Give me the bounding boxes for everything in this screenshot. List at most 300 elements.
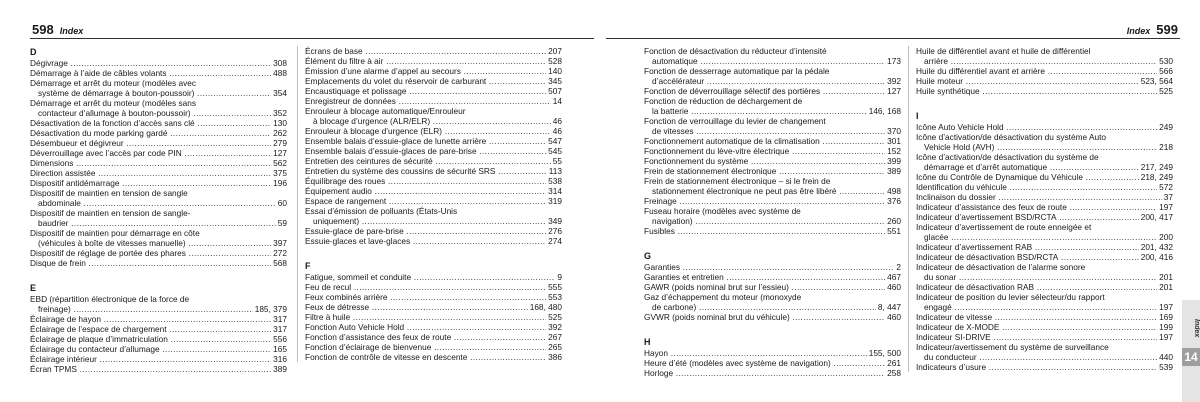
- index-entry-page: 488: [273, 68, 287, 78]
- index-entry-text: Huile de différentiel avant et huile de différentiel: [916, 46, 1091, 56]
- index-entry-page: 301: [887, 136, 901, 146]
- index-entry-text: Fuseau horaire (modèles avec système de: [644, 206, 801, 216]
- index-entry[interactable]: [30, 208, 287, 218]
- index-entry[interactable]: [644, 272, 901, 282]
- index-entry[interactable]: [916, 142, 1173, 152]
- index-entry-page: 249: [1159, 122, 1173, 132]
- index-entry[interactable]: [644, 226, 901, 236]
- index-entry-page: 265: [548, 342, 562, 352]
- index-entry[interactable]: [916, 312, 1173, 322]
- index-entry[interactable]: [305, 106, 562, 116]
- index-entry-page: 370: [887, 126, 901, 136]
- index-entry[interactable]: [30, 158, 287, 168]
- index-entry-text: Icône Auto Vehicle Hold .....: [916, 122, 1173, 132]
- index-entry-page: 46: [552, 116, 562, 126]
- index-entry[interactable]: [30, 228, 287, 238]
- index-entry[interactable]: [30, 314, 287, 324]
- index-entry[interactable]: [30, 324, 287, 334]
- index-entry[interactable]: [644, 348, 901, 358]
- left-page: [0, 0, 598, 402]
- index-entry-text: Icône d’activation/de désactivation du système de: [916, 152, 1099, 162]
- index-entry-text: Identification du véhicule .....: [916, 182, 1173, 192]
- index-entry-page: 467: [887, 272, 901, 282]
- index-entry[interactable]: [644, 106, 901, 116]
- index-entry[interactable]: [916, 152, 1173, 162]
- index-entry-text: Essai d’émission de polluants (États-Unis: [305, 206, 458, 216]
- index-entry-text: stationnement électronique ne peut pas être libéré .....: [644, 186, 901, 196]
- index-entry-text: Hayon .....: [644, 348, 901, 358]
- index-entry-text: Écrans de base .....: [305, 46, 562, 56]
- index-entry-text: abdominale .....: [30, 198, 287, 208]
- index-entry-page: 168, 480: [529, 302, 562, 312]
- index-entry-text: Fonction de contrôle de vitesse en descente .....: [305, 352, 562, 362]
- index-entry[interactable]: [644, 156, 901, 166]
- index-entry[interactable]: [30, 238, 287, 248]
- index-entry[interactable]: [916, 86, 1173, 96]
- index-entry-text: Fonction de verrouillage du levier de changement: [644, 116, 826, 126]
- index-entry-page: 218: [1159, 142, 1173, 152]
- index-entry[interactable]: [305, 272, 562, 282]
- index-entry[interactable]: [30, 168, 287, 178]
- index-entry[interactable]: [644, 76, 901, 86]
- index-entry-text: arrière .....: [916, 56, 1173, 66]
- index-entry-page: 197: [1159, 202, 1173, 212]
- index-entry-page: 551: [887, 226, 901, 236]
- index-entry[interactable]: [30, 68, 287, 78]
- index-entry-text: Feux combinés arrière .....: [305, 292, 562, 302]
- index-entry[interactable]: [916, 162, 1173, 172]
- index-entry[interactable]: [644, 206, 901, 216]
- index-entry-page: 127: [887, 86, 901, 96]
- index-entry[interactable]: [305, 126, 562, 136]
- index-entry-page: 572: [1159, 182, 1173, 192]
- index-entry-text: Désembueur et dégivreur .....: [30, 138, 287, 148]
- index-entry-text: Enregistreur de données .....: [305, 96, 562, 106]
- index-entry[interactable]: [305, 302, 562, 312]
- index-entry[interactable]: [30, 148, 287, 158]
- index-entry[interactable]: [916, 262, 1173, 272]
- index-entry[interactable]: [305, 312, 562, 322]
- index-entry-text: Éclairage intérieur .....: [30, 354, 287, 364]
- index-entry-page: 200, 417: [1140, 212, 1173, 222]
- index-entry[interactable]: [644, 196, 901, 206]
- index-entry-text: Indicateur d’assistance des feux de route .....: [916, 202, 1173, 212]
- index-entry-page: 566: [1159, 66, 1173, 76]
- index-entry-page: 274: [548, 236, 562, 246]
- index-entry[interactable]: [644, 282, 901, 292]
- index-entry-text: Essuie-glaces et lave-glaces .....: [305, 236, 562, 246]
- index-entry[interactable]: [30, 118, 287, 128]
- index-entry-text: Éclairage de plaque d’immatriculation .....: [30, 334, 287, 344]
- index-entry-text: Horloge .....: [644, 368, 901, 378]
- index-entry[interactable]: [30, 188, 287, 198]
- index-entry-text: Indicateur de désactivation RAB .....: [916, 282, 1173, 292]
- index-entry-text: démarrage et d’arrêt automatique .....: [916, 162, 1173, 172]
- index-entry-page: 354: [273, 88, 287, 98]
- index-entry[interactable]: [644, 116, 901, 126]
- index-entry[interactable]: [644, 292, 901, 302]
- index-entry-text: Fonctionnement du système .....: [644, 156, 901, 166]
- index-entry-text: Indicateurs d’usure .....: [916, 362, 1173, 372]
- section-tab[interactable]: [1182, 300, 1200, 402]
- index-entry-text: Éclairage du contacteur d’allumage .....: [30, 344, 287, 354]
- index-entry[interactable]: [305, 46, 562, 56]
- index-entry-text: Désactivation de la fonction d’accès sans clé .....: [30, 118, 287, 128]
- index-entry-page: 555: [548, 282, 562, 292]
- index-entry-text: Fonction d’éclairage de bienvenue .....: [305, 342, 562, 352]
- index-entry[interactable]: [916, 212, 1173, 222]
- index-entry[interactable]: [916, 222, 1173, 232]
- index-entry-page: 276: [548, 226, 562, 236]
- index-entry[interactable]: [305, 76, 562, 86]
- index-entry[interactable]: [305, 352, 562, 362]
- index-entry[interactable]: [30, 108, 287, 118]
- index-entry[interactable]: [305, 332, 562, 342]
- index-entry[interactable]: [305, 342, 562, 352]
- index-entry-text: Fonctionnement du lève-vitre électrique .....: [644, 146, 901, 156]
- index-entry[interactable]: [305, 96, 562, 106]
- index-entry-text: Enrouleur à blocage automatique/Enrouleur: [305, 106, 466, 116]
- index-entry-page: 314: [548, 186, 562, 196]
- section-tab-number: 14: [1182, 348, 1200, 366]
- index-entry-text: Indicateur de X-MODE .....: [916, 322, 1173, 332]
- index-entry-text: Direction assistée .....: [30, 168, 287, 178]
- index-entry[interactable]: [916, 202, 1173, 212]
- index-entry[interactable]: [30, 128, 287, 138]
- index-entry[interactable]: [916, 122, 1173, 132]
- section-letter: I: [916, 111, 919, 121]
- index-entry-text: Éclairage de l’espace de chargement .....: [30, 324, 287, 334]
- index-entry[interactable]: [916, 342, 1173, 352]
- index-entry-text: Garanties et entretien .....: [644, 272, 901, 282]
- index-entry-page: 272: [273, 248, 287, 258]
- right-page-header: [1127, 22, 1178, 38]
- index-entry[interactable]: [916, 192, 1173, 202]
- index-entry[interactable]: [644, 166, 901, 176]
- index-entry-text: la batterie .....: [644, 106, 901, 116]
- index-entry[interactable]: [30, 78, 287, 88]
- index-entry-page: 556: [273, 334, 287, 344]
- index-entry-page: 199: [1159, 322, 1173, 332]
- index-entry-page: 173: [887, 56, 901, 66]
- index-entry[interactable]: [916, 182, 1173, 192]
- index-entry[interactable]: [30, 344, 287, 354]
- index-entry[interactable]: [30, 334, 287, 344]
- index-entry-text: Huile moteur .....: [916, 76, 1173, 86]
- index-entry-page: 389: [273, 364, 287, 374]
- index-entry[interactable]: [916, 282, 1173, 292]
- index-entry-text: EBD (répartition électronique de la force de: [30, 294, 190, 304]
- index-entry-page: 201: [1159, 282, 1173, 292]
- right-page: [602, 0, 1200, 402]
- index-entry-text: Enrouleur à blocage d’urgence (ELR) .....: [305, 126, 562, 136]
- index-entry[interactable]: [30, 218, 287, 228]
- index-entry[interactable]: [305, 86, 562, 96]
- index-entry-text: baudrier .....: [30, 218, 287, 228]
- index-entry-text: du conducteur .....: [916, 352, 1173, 362]
- index-entry-page: 319: [548, 196, 562, 206]
- index-entry-text: Espace de rangement .....: [305, 196, 562, 206]
- index-entry-text: Dispositif de maintien pour démarrage en côte: [30, 228, 200, 238]
- index-entry-text: Démarrage et arrêt du moteur (modèles avec: [30, 78, 197, 88]
- index-entry-page: 279: [273, 138, 287, 148]
- index-entry-text: Équilibrage des roues .....: [305, 176, 562, 186]
- index-entry-page: 14: [552, 96, 562, 106]
- index-entry[interactable]: [644, 46, 901, 56]
- index-entry[interactable]: [916, 132, 1173, 142]
- index-entry[interactable]: [305, 166, 562, 176]
- index-entry-page: 545: [548, 146, 562, 156]
- index-entry-page: 267: [548, 332, 562, 342]
- section-gap: [916, 96, 1173, 110]
- index-entry-text: Disque de frein .....: [30, 258, 287, 268]
- index-entry-text: Emplacements du volet du réservoir de carburant .....: [305, 76, 562, 86]
- index-entry[interactable]: [30, 178, 287, 188]
- index-entry[interactable]: [305, 322, 562, 332]
- index-entry-text: Équipement audio .....: [305, 186, 562, 196]
- index-entry-page: 201: [1159, 272, 1173, 282]
- index-entry[interactable]: [916, 332, 1173, 342]
- index-entry-text: Fatigue, sommeil et conduite .....: [305, 272, 562, 282]
- index-entry[interactable]: [305, 116, 562, 126]
- index-entry-text: Émission d’une alarme d’appel au secours .....: [305, 66, 562, 76]
- index-entry-text: Feu de recul .....: [305, 282, 562, 292]
- index-entry[interactable]: [644, 176, 901, 186]
- index-entry[interactable]: [30, 304, 287, 314]
- index-entry[interactable]: [916, 172, 1173, 182]
- index-entry-text: Frein de stationnement électronique – si le frein de: [644, 176, 831, 186]
- index-entry-text: Dispositif antidémarrage .....: [30, 178, 287, 188]
- index-entry-page: 8, 447: [877, 302, 901, 312]
- index-entry[interactable]: [305, 146, 562, 156]
- index-entry-text: à blocage d’urgence (ALR/ELR) .....: [305, 116, 562, 126]
- index-entry[interactable]: [305, 292, 562, 302]
- section-gap: [305, 246, 562, 260]
- index-entry-page: 507: [548, 86, 562, 96]
- index-entry[interactable]: [30, 88, 287, 98]
- index-entry-page: 345: [548, 76, 562, 86]
- index-entry[interactable]: [30, 354, 287, 364]
- index-entry[interactable]: [30, 138, 287, 148]
- index-entry-page: 525: [1159, 86, 1173, 96]
- index-entry-text: navigation) .....: [644, 216, 901, 226]
- index-entry[interactable]: [916, 56, 1173, 66]
- index-entry-text: Ensemble balais d’essuie-glaces de pare-brise .....: [305, 146, 562, 156]
- index-entry-page: 113: [548, 166, 562, 176]
- index-entry-page: 386: [548, 352, 562, 362]
- index-entry-page: 218, 249: [1140, 172, 1173, 182]
- index-entry[interactable]: [305, 196, 562, 206]
- index-entry-text: Fonction de desserrage automatique par la pédale: [644, 66, 830, 76]
- index-entry-text: Fusibles .....: [644, 226, 901, 236]
- index-entry[interactable]: [305, 156, 562, 166]
- index-column: [644, 46, 901, 378]
- index-entry-text: d’accélérateur .....: [644, 76, 901, 86]
- index-entry-page: 392: [548, 322, 562, 332]
- index-entry-page: 55: [552, 156, 562, 166]
- index-entry-page: 201, 432: [1140, 242, 1173, 252]
- index-entry[interactable]: [30, 58, 287, 68]
- index-entry-page: 155, 500: [868, 348, 901, 358]
- index-entry[interactable]: [644, 86, 901, 96]
- index-entry[interactable]: [916, 322, 1173, 332]
- index-entry-text: Ensemble balais d’essuie-glace de lunette arrière .....: [305, 136, 562, 146]
- index-entry-page: 525: [548, 312, 562, 322]
- section-gap: [644, 322, 901, 336]
- index-entry-page: 197: [1159, 332, 1173, 342]
- index-entry-text: du sonar .....: [916, 272, 1173, 282]
- index-entry-text: Indicateur de position du levier sélecteur/du rapport: [916, 292, 1105, 302]
- index-entry-text: Élément du filtre à air .....: [305, 56, 562, 66]
- index-entry-text: automatique .....: [644, 56, 901, 66]
- index-entry-text: Démarrage et arrêt du moteur (modèles sans: [30, 98, 197, 108]
- index-entry[interactable]: [305, 136, 562, 146]
- index-entry-page: 146, 168: [868, 106, 901, 116]
- index-entry-page: 547: [548, 136, 562, 146]
- index-entry-page: 258: [887, 368, 901, 378]
- index-entry[interactable]: [305, 236, 562, 246]
- index-entry-page: 60: [277, 198, 287, 208]
- index-entry-page: 59: [277, 218, 287, 228]
- index-entry[interactable]: [916, 242, 1173, 252]
- index-entry[interactable]: [644, 368, 901, 378]
- index-entry[interactable]: [916, 232, 1173, 242]
- index-entry-text: Dispositif de maintien en tension de sangle-: [30, 208, 191, 218]
- section-letter: H: [644, 337, 651, 347]
- index-entry-text: Huile du différentiel avant et arrière .....: [916, 66, 1173, 76]
- index-entry-text: Icône d’activation/de désactivation du système Auto: [916, 132, 1107, 142]
- index-entry[interactable]: [305, 282, 562, 292]
- index-entry[interactable]: [916, 46, 1173, 56]
- index-entry-text: Indicateur d’avertissement BSD/RCTA .....: [916, 212, 1173, 222]
- index-entry-page: 460: [887, 312, 901, 322]
- index-entry[interactable]: [916, 66, 1173, 76]
- index-entry-page: 389: [887, 166, 901, 176]
- index-entry-page: 375: [273, 168, 287, 178]
- index-entry-text: Indicateur/avertissement du système de surveillance: [916, 342, 1109, 352]
- index-entry-page: 140: [548, 66, 562, 76]
- index-entry-text: Fonction de désactivation du réducteur d’intensité: [644, 46, 827, 56]
- index-entry-text: de vitesses .....: [644, 126, 901, 136]
- index-entry[interactable]: [305, 226, 562, 236]
- index-entry-text: Déverrouillage avec l’accès par code PIN .....: [30, 148, 287, 158]
- index-entry[interactable]: [916, 292, 1173, 302]
- index-entry[interactable]: [30, 364, 287, 374]
- index-entry-page: 392: [887, 76, 901, 86]
- index-entry[interactable]: [30, 258, 287, 268]
- index-entry[interactable]: [644, 262, 901, 272]
- index-entry[interactable]: [305, 66, 562, 76]
- index-entry[interactable]: [916, 302, 1173, 312]
- index-entry[interactable]: [916, 362, 1173, 372]
- index-entry-text: de carbone) .....: [644, 302, 901, 312]
- index-entry-text: Freinage .....: [644, 196, 901, 206]
- section-gap: [30, 268, 287, 282]
- left-page-header: [32, 22, 83, 38]
- index-entry[interactable]: [644, 146, 901, 156]
- index-entry-page: 523, 564: [1140, 76, 1173, 86]
- index-entry-text: Essuie-glace de pare-brise .....: [305, 226, 562, 236]
- index-entry-text: Encaustiquage et polissage .....: [305, 86, 562, 96]
- index-entry-text: engagé .....: [916, 302, 1173, 312]
- index-entry-page: 308: [273, 58, 287, 68]
- index-entry-text: Filtre à huile .....: [305, 312, 562, 322]
- index-entry-page: 200, 416: [1140, 252, 1173, 262]
- index-entry-page: 46: [552, 126, 562, 136]
- index-entry-text: contacteur d’allumage à bouton-poussoir) .....: [30, 108, 287, 118]
- index-entry-page: 127: [273, 148, 287, 158]
- index-entry[interactable]: [30, 294, 287, 304]
- index-entry[interactable]: [644, 56, 901, 66]
- right-page-title: Index: [1126, 26, 1151, 36]
- index-entry-page: 152: [887, 146, 901, 156]
- index-entry-text: Dispositif de réglage de portée des phares .....: [30, 248, 287, 258]
- index-entry-text: Vehicle Hold (AVH) .....: [916, 142, 1173, 152]
- index-entry-text: glacée .....: [916, 232, 1173, 242]
- index-entry-text: Huile synthétique .....: [916, 86, 1173, 96]
- index-entry-page: 262: [273, 128, 287, 138]
- index-entry[interactable]: [644, 302, 901, 312]
- index-entry-text: Entretien du système des coussins de sécurité SRS .....: [305, 166, 562, 176]
- index-entry[interactable]: [30, 248, 287, 258]
- index-entry[interactable]: [644, 216, 901, 226]
- index-entry[interactable]: [916, 272, 1173, 282]
- index-entry-text: Fonction de réduction de déchargement de: [644, 96, 803, 106]
- index-entry[interactable]: [916, 352, 1173, 362]
- right-page-number: 599: [1156, 22, 1178, 37]
- section-letter: E: [30, 283, 37, 293]
- index-entry-page: 530: [1159, 56, 1173, 66]
- index-entry-text: Indicateur de désactivation de l’alarme sonore: [916, 262, 1086, 272]
- index-entry-page: 539: [1159, 362, 1173, 372]
- index-entry[interactable]: [305, 186, 562, 196]
- index-entry[interactable]: [305, 56, 562, 66]
- index-entry-page: 2: [896, 262, 901, 272]
- index-entry-page: 185, 379: [254, 304, 287, 314]
- index-entry[interactable]: [644, 186, 901, 196]
- index-entry-text: Indicateur SI-DRIVE .....: [916, 332, 1173, 342]
- index-entry[interactable]: [305, 206, 562, 216]
- index-entry[interactable]: [30, 198, 287, 208]
- index-entry-text: Fonctionnement automatique de la climatisation .....: [644, 136, 901, 146]
- index-entry[interactable]: [644, 312, 901, 322]
- index-entry-text: freinage) .....: [30, 304, 287, 314]
- index-entry[interactable]: [644, 136, 901, 146]
- section-tab-label: Index: [1193, 318, 1200, 338]
- index-entry[interactable]: [644, 66, 901, 76]
- section-letter: F: [305, 261, 311, 271]
- index-entry-text: Indicateur de désactivation BSD/RCTA .....: [916, 252, 1173, 262]
- index-entry-page: 217, 249: [1140, 162, 1173, 172]
- index-entry-text: Gaz d’échappement du moteur (monoxyde: [644, 292, 802, 302]
- index-entry[interactable]: [644, 126, 901, 136]
- index-entry-text: GAWR (poids nominal brut sur l’essieu) .....: [644, 282, 901, 292]
- index-entry[interactable]: [644, 358, 901, 368]
- index-column: [297, 46, 562, 362]
- index-entry[interactable]: [916, 76, 1173, 86]
- index-entry[interactable]: [644, 96, 901, 106]
- index-entry[interactable]: [30, 98, 287, 108]
- index-entry-text: Indicateur d’avertissement RAB .....: [916, 242, 1173, 252]
- index-entry[interactable]: [916, 252, 1173, 262]
- index-entry-text: uniquement) .....: [305, 216, 562, 226]
- index-entry-page: 261: [887, 358, 901, 368]
- index-entry-page: 316: [273, 354, 287, 364]
- index-entry-page: 352: [273, 108, 287, 118]
- index-entry-text: Dimensions .....: [30, 158, 287, 168]
- index-entry[interactable]: [305, 176, 562, 186]
- index-entry[interactable]: [305, 216, 562, 226]
